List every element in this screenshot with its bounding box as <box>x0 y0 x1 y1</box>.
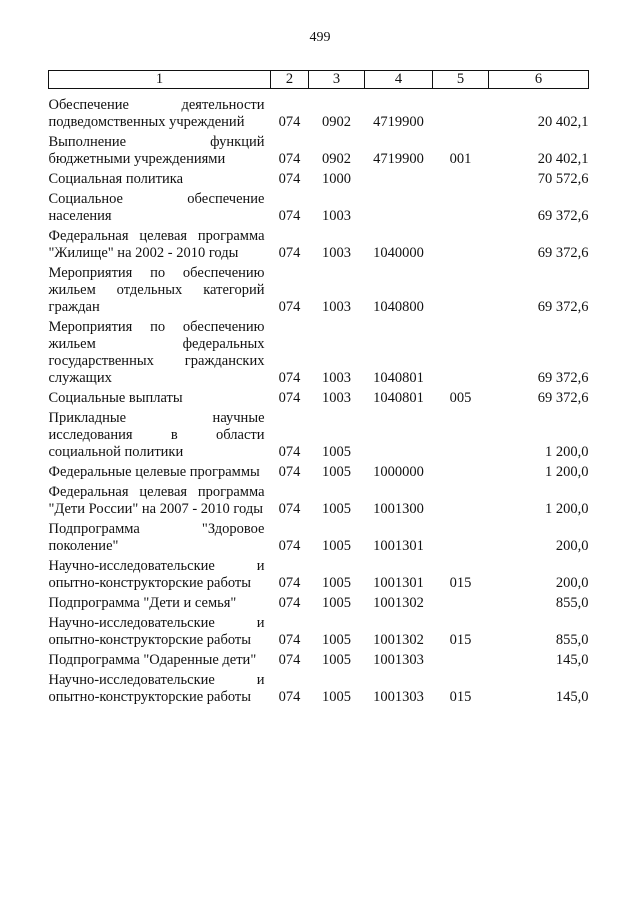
table-row <box>49 265 589 319</box>
row-target-code: 1040800 <box>373 299 424 315</box>
row-ministry-code: 074 <box>278 595 301 611</box>
row-section-code: 1005 <box>322 632 351 648</box>
row-name: Социальные выплаты <box>48 390 183 406</box>
row-expense-type <box>433 652 489 672</box>
row-target-code <box>365 410 433 464</box>
row-expense-type <box>433 464 489 484</box>
row-target-code: 1001301 <box>373 575 424 591</box>
row-amount: 70 572,6 <box>537 171 589 187</box>
table-row <box>49 615 589 652</box>
header-col-5: 5 <box>433 71 489 89</box>
table-row <box>49 228 589 265</box>
row-target-code: 1001300 <box>373 501 424 517</box>
table-row <box>49 410 589 464</box>
table-row <box>49 464 589 484</box>
row-amount: 69 372,6 <box>537 208 589 224</box>
table-row <box>49 521 589 558</box>
row-target-code: 4719900 <box>373 114 424 130</box>
row-ministry-code: 074 <box>278 114 301 130</box>
table-header <box>49 71 589 89</box>
row-name: Обеспечение деятельности подведомственных учреждений <box>48 97 265 130</box>
row-section-code: 1005 <box>322 444 351 460</box>
row-expense-type: 005 <box>449 390 472 406</box>
row-amount: 1 200,0 <box>545 501 589 517</box>
header-row <box>49 71 589 89</box>
row-section-code: 1003 <box>322 299 351 315</box>
row-target-code: 1001303 <box>373 689 424 705</box>
row-expense-type: 001 <box>449 151 472 167</box>
row-section-code: 1003 <box>322 208 351 224</box>
row-ministry-code: 074 <box>278 575 301 591</box>
row-name: Научно-исследовательские и опытно-конструкторские работы <box>48 615 265 648</box>
row-target-code: 1040000 <box>373 245 424 261</box>
table-row <box>49 672 589 709</box>
row-amount: 855,0 <box>555 595 589 611</box>
row-name: Выполнение функций бюджетными учреждениями <box>48 134 265 167</box>
row-target-code: 1001302 <box>373 632 424 648</box>
table-row <box>49 171 589 191</box>
row-section-code: 1003 <box>322 390 351 406</box>
table-body <box>49 89 589 710</box>
row-name: Мероприятия по обеспечению жильем федеральных государственных гражданских служащих <box>48 319 265 386</box>
row-ministry-code: 074 <box>278 299 301 315</box>
row-target-code: 1001302 <box>373 595 424 611</box>
row-section-code: 1005 <box>322 575 351 591</box>
row-section-code: 1005 <box>322 538 351 554</box>
row-expense-type <box>433 410 489 464</box>
row-ministry-code: 074 <box>278 245 301 261</box>
row-amount: 69 372,6 <box>537 390 589 406</box>
table-row <box>49 134 589 171</box>
row-target-code: 1001301 <box>373 538 424 554</box>
row-name: Федеральная целевая программа "Жилище" на 2002 - 2010 годы <box>48 228 265 261</box>
row-amount: 1 200,0 <box>545 464 589 480</box>
header-col-6: 6 <box>489 71 589 89</box>
row-amount: 20 402,1 <box>537 151 589 167</box>
row-ministry-code: 074 <box>278 652 301 668</box>
row-name: Научно-исследовательские и опытно-конструкторские работы <box>48 672 265 705</box>
table-row <box>49 595 589 615</box>
row-target-code: 1001303 <box>373 652 424 668</box>
table-row <box>49 558 589 595</box>
row-section-code: 1000 <box>322 171 351 187</box>
header-col-2: 2 <box>271 71 309 89</box>
row-name: Федеральные целевые программы <box>48 464 260 480</box>
table-row <box>49 191 589 228</box>
row-amount: 69 372,6 <box>537 299 589 315</box>
row-ministry-code: 074 <box>278 444 301 460</box>
row-name: Социальное обеспечение населения <box>48 191 265 224</box>
row-target-code: 1040801 <box>373 370 424 386</box>
row-expense-type <box>433 228 489 265</box>
table-row <box>49 652 589 672</box>
row-expense-type: 015 <box>449 689 472 705</box>
row-target-code <box>365 191 433 228</box>
row-expense-type <box>433 265 489 319</box>
row-amount: 1 200,0 <box>545 444 589 460</box>
row-amount: 145,0 <box>555 652 589 668</box>
row-name: Федеральная целевая программа "Дети России" на 2007 - 2010 годы <box>48 484 265 517</box>
row-name: Прикладные научные исследования в области социальной политики <box>48 410 265 460</box>
row-expense-type <box>433 89 489 135</box>
row-amount: 200,0 <box>555 575 589 591</box>
row-section-code: 1003 <box>322 370 351 386</box>
header-col-4: 4 <box>365 71 433 89</box>
table-row <box>49 390 589 410</box>
row-amount: 200,0 <box>555 538 589 554</box>
row-section-code: 1005 <box>322 464 351 480</box>
row-name: Подпрограмма "Одаренные дети" <box>48 652 257 668</box>
table-row <box>49 484 589 521</box>
row-section-code: 1005 <box>322 689 351 705</box>
budget-table <box>48 70 589 709</box>
row-ministry-code: 074 <box>278 501 301 517</box>
header-col-1: 1 <box>49 71 271 89</box>
row-ministry-code: 074 <box>278 208 301 224</box>
row-name: Социальная политика <box>48 171 184 187</box>
row-ministry-code: 074 <box>278 390 301 406</box>
row-ministry-code: 074 <box>278 464 301 480</box>
row-section-code: 1005 <box>322 595 351 611</box>
row-ministry-code: 074 <box>278 370 301 386</box>
table-row <box>49 89 589 135</box>
row-target-code <box>365 171 433 191</box>
row-name: Подпрограмма "Дети и семья" <box>48 595 237 611</box>
row-expense-type <box>433 521 489 558</box>
row-ministry-code: 074 <box>278 151 301 167</box>
row-name: Подпрограмма "Здоровое поколение" <box>48 521 265 554</box>
row-section-code: 1005 <box>322 652 351 668</box>
row-expense-type <box>433 484 489 521</box>
row-amount: 69 372,6 <box>537 370 589 386</box>
row-name: Научно-исследовательские и опытно-конструкторские работы <box>48 558 265 591</box>
row-expense-type: 015 <box>449 575 472 591</box>
row-ministry-code: 074 <box>278 171 301 187</box>
row-section-code: 1005 <box>322 501 351 517</box>
row-section-code: 0902 <box>322 151 351 167</box>
row-expense-type <box>433 171 489 191</box>
row-section-code: 1003 <box>322 245 351 261</box>
row-ministry-code: 074 <box>278 538 301 554</box>
row-expense-type <box>433 319 489 390</box>
row-ministry-code: 074 <box>278 632 301 648</box>
page-number: 499 <box>309 30 331 45</box>
row-target-code: 4719900 <box>373 151 424 167</box>
row-ministry-code: 074 <box>278 689 301 705</box>
row-amount: 145,0 <box>555 689 589 705</box>
row-amount: 855,0 <box>555 632 589 648</box>
row-section-code: 0902 <box>322 114 351 130</box>
row-expense-type <box>433 595 489 615</box>
row-expense-type <box>433 191 489 228</box>
row-amount: 20 402,1 <box>537 114 589 130</box>
row-amount: 69 372,6 <box>537 245 589 261</box>
row-name: Мероприятия по обеспечению жильем отдельных категорий граждан <box>48 265 265 315</box>
row-target-code: 1040801 <box>373 390 424 406</box>
row-expense-type: 015 <box>449 632 472 648</box>
table-row <box>49 319 589 390</box>
row-target-code: 1000000 <box>373 464 424 480</box>
header-col-3: 3 <box>309 71 365 89</box>
